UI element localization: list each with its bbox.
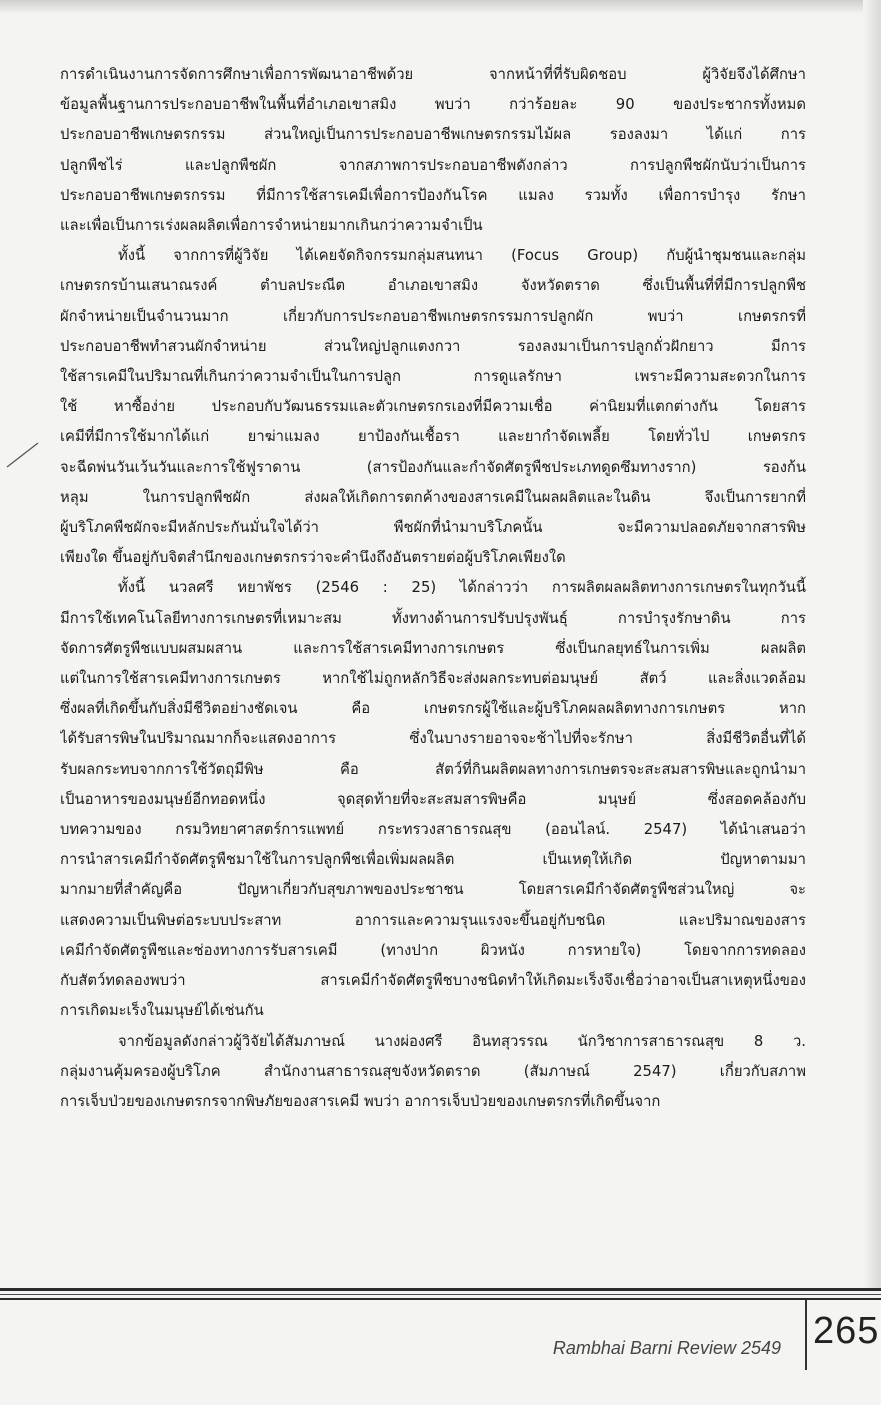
paragraph-2-line: ทั้งนี้ จากการที่ผู้วิจัย ได้เคยจัดกิจกรรมกลุ่มสนทนา (Focus Group) กับผู้นำชุมชนและกลุ่ม: [118, 247, 806, 265]
paragraph-2-line: หลุม ในการปลูกพืชผัก ส่งผลให้เกิดการตกค้างของสารเคมีในผลผลิตและในดิน จึงเป็นการยากที่: [60, 488, 806, 506]
paragraph-1-line: และเพื่อเป็นการเร่งผลผลิตเพื่อการจำหน่ายมากเกินกว่าความจำเป็น: [60, 217, 483, 235]
footer-rule: [0, 1288, 881, 1306]
paragraph-1-line: ประกอบอาชีพเกษตรกรรม ที่มีการใช้สารเคมีเพื่อการป้องกันโรค แมลง รวมทั้ง เพื่อการบำรุง รักษา: [60, 186, 806, 204]
paragraph-3-line: การนำสารเคมีกำจัดศัตรูพืชมาใช้ในการปลูกพืชเพื่อเพิ่มผลผลิต เป็นเหตุให้เกิด ปัญหาตามมา: [60, 851, 806, 869]
paragraph-3-line: แต่ในการใช้สารเคมีทางการเกษตร หากใช้ไม่ถูกหลักวิธีจะส่งผลกระทบต่อมนุษย์ สัตว์ และสิ่งแวดล้อม: [60, 670, 806, 688]
paragraph-3-line: บทความของ กรมวิทยาศาสตร์การแพทย์ กระทรวงสาธารณสุข (ออนไลน์. 2547) ได้นำเสนอว่า: [60, 821, 806, 839]
paragraph-2-line: เพียงใด ขึ้นอยู่กับจิตสำนึกของเกษตรกรว่าจะคำนึงถึงอันตรายต่อผู้บริโภคเพียงใด: [60, 549, 566, 567]
paragraph-2-line: ผักจำหน่ายเป็นจำนวนมาก เกี่ยวกับการประกอบอาชีพเกษตรกรรมการปลูกผัก พบว่า เกษตรกรที่: [60, 307, 806, 325]
paragraph-3-line: เคมีกำจัดศัตรูพืชและช่องทางการรับสารเคมี (ทางปาก ผิวหนัง การหายใจ) โดยจากการทดลอง: [60, 941, 806, 959]
article-body: [60, 60, 806, 1117]
scan-edge-shadow-right: [863, 0, 881, 1290]
paragraph-1-line: ประกอบอาชีพเกษตรกรรม ส่วนใหญ่เป็นการประกอบอาชีพเกษตรกรรมไม้ผล รองลงมา ได้แก่ การ: [60, 126, 806, 144]
pencil-mark-icon: [4, 440, 40, 470]
paragraph-1-line: ข้อมูลพื้นฐานการประกอบอาชีพในพื้นที่อำเภอเขาสมิง พบว่า กว่าร้อยละ 90 ของประชากรทั้งหมด: [60, 96, 806, 114]
paragraph-1-line: ปลูกพืชไร่ และปลูกพืชผัก จากสภาพการประกอบอาชีพดังกล่าว การปลูกพืชผักนับว่าเป็นการ: [60, 156, 806, 174]
paragraph-2-line: ประกอบอาชีพทำสวนผักจำหน่าย ส่วนใหญ่ปลูกแตงกวา รองลงมาเป็นการปลูกถั่วฝักยาว มีการ: [60, 337, 806, 355]
paragraph-2-line: ผู้บริโภคพืชผักจะมีหลักประกันมั่นใจได้ว่า พืชผักที่นำมาบริโภคนั้น จะมีความปลอดภัยจากสารพิษ: [60, 519, 806, 537]
scan-edge-shadow: [0, 0, 881, 14]
paragraph-3-line: มีการใช้เทคโนโลยีทางการเกษตรที่เหมาะสม ทั้งทางด้านการปรับปรุงพันธุ์ การบำรุงรักษาดิน การ: [60, 609, 806, 627]
paragraph-4-line: กลุ่มงานคุ้มครองผู้บริโภค สำนักงานสาธารณสุขจังหวัดตราด (สัมภาษณ์ 2547) เกี่ยวกับสภาพ: [60, 1062, 806, 1080]
paragraph-3-line: เป็นอาหารของมนุษย์อีกทอดหนึ่ง จุดสุดท้ายที่จะสะสมสารพิษคือ มนุษย์ ซึ่งสอดคล้องกับ: [60, 790, 806, 808]
paragraph-3-line: การเกิดมะเร็งในมนุษย์ได้เช่นกัน: [60, 1002, 264, 1020]
journal-name: Rambhai Barni Review 2549: [552, 1338, 781, 1358]
paragraph-2-line: ใช้สารเคมีในปริมาณที่เกินกว่าความจำเป็นในการปลูก การดูแลรักษา เพราะมีความสะดวกในการ: [60, 368, 806, 386]
paragraph-2-line: จะฉีดพ่นวันเว้นวันและการใช้ฟูราดาน (สารป้องกันและกำจัดศัตรูพืชประเภทดูดซึมทางราก) รองก้น: [60, 458, 806, 476]
paragraph-2-line: ใช้ หาซื้อง่าย ประกอบกับวัฒนธรรมและตัวเกษตรกรเองที่มีความเชื่อ ค่านิยมที่แตกต่างกัน โดยสาร: [60, 398, 806, 416]
paragraph-4-line: จากข้อมูลดังกล่าวผู้วิจัยได้สัมภาษณ์ นางผ่องศรี อินทสุวรรณ นักวิชาการสาธารณสุข 8 ว.: [118, 1032, 806, 1050]
page-number: 265: [813, 1310, 880, 1352]
paragraph-3-line: ทั้งนี้ นวลศรี หยาพัชร (2546 : 25) ได้กล่าวว่า การผลิตผลผลิตทางการเกษตรในทุกวันนี้: [118, 579, 806, 597]
paragraph-3-line: กับสัตว์ทดลองพบว่า สารเคมีกำจัดศัตรูพืชบางชนิดทำให้เกิดมะเร็งจึงเชื่อว่าอาจเป็นสาเหตุหนึ่งของ: [60, 972, 806, 990]
paragraph-1-line: การดำเนินงานการจัดการศึกษาเพื่อการพัฒนาอาชีพด้วย จากหน้าที่ที่รับผิดชอบ ผู้วิจัยจึงได้ศึกษา: [60, 66, 806, 83]
footer-divider: [805, 1300, 807, 1370]
paragraph-3-line: รับผลกระทบจากการใช้วัตถุมีพิษ คือ สัตว์ที่กินผลิตผลทางการเกษตรจะสะสมสารพิษและถูกนำมา: [60, 760, 806, 778]
paragraph-3-line: มากมายที่สำคัญคือ ปัญหาเกี่ยวกับสุขภาพของประชาชน โดยสารเคมีกำจัดศัตรูพืชส่วนใหญ่ จะ: [60, 881, 806, 899]
paragraph-4-line: การเจ็บป่วยของเกษตรกรจากพิษภัยของสารเคมี พบว่า อาการเจ็บป่วยของเกษตรกรที่เกิดขึ้นจาก: [60, 1092, 661, 1110]
paragraph-2-line: เคมีที่มีการใช้มากได้แก่ ยาฆ่าแมลง ยาป้องกันเชื้อรา และยากำจัดเพลี้ย โดยทั่วไป เกษตรกร: [60, 428, 806, 446]
paragraph-3-line: ซึ่งผลที่เกิดขึ้นกับสิ่งมีชีวิตอย่างชัดเจน คือ เกษตรกรผู้ใช้และผู้บริโภคผลผลิตทางการเกษตร หาก: [60, 700, 806, 718]
paragraph-3-line: จัดการศัตรูพืชแบบผสมผสาน และการใช้สารเคมีทางการเกษตร ซึ่งเป็นกลยุทธ์ในการเพิ่ม ผลผลิต: [60, 639, 806, 657]
paragraph-2-line: เกษตรกรบ้านเสนาณรงค์ ตำบลประณีต อำเภอเขาสมิง จังหวัดตราด ซึ่งเป็นพื้นที่ที่มีการปลูกพืช: [60, 277, 806, 295]
paragraph-3-line: ได้รับสารพิษในปริมาณมากก็จะแสดงอาการ ซึ่งในบางรายอาจจะช้าไปที่จะรักษา สิ่งมีชีวิตอื่นที่ได้: [60, 730, 806, 748]
paragraph-3-line: แสดงความเป็นพิษต่อระบบประสาท อาการและความรุนแรงจะขึ้นอยู่กับชนิด และปริมาณของสาร: [60, 911, 806, 929]
